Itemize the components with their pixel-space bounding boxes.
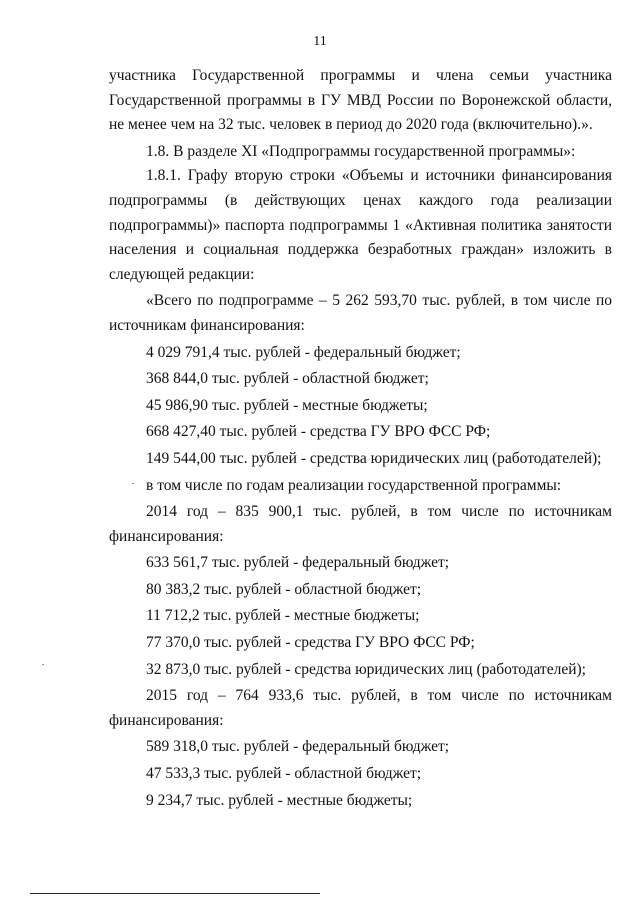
- scan-speck: [132, 483, 134, 484]
- line-2014-fss: 77 370,0 тыс. рублей - средства ГУ ВРО ФСС РФ;: [146, 634, 475, 652]
- footer-rule: [30, 893, 320, 894]
- total-local-line: 45 986,90 тыс. рублей - местные бюджеты;: [146, 396, 428, 414]
- line-2014-employers: 32 873,0 тыс. рублей - средства юридических лиц (работодателей);: [146, 660, 586, 678]
- paragraph-1-8-1: 1.8.1. Графу вторую строки «Объемы и источники финансирования подпрограммы (в действующих ценах каждого года реализации подпрограммы)» паспорта подпрограммы 1 «Активная политика занятости населения и социальная поддержка безработных граждан» изложить в следующей редакции:: [109, 167, 612, 283]
- total-fss-line: 668 427,40 тыс. рублей - средства ГУ ВРО ФСС РФ;: [146, 423, 491, 441]
- line-2014-local: 11 712,2 тыс. рублей - местные бюджеты;: [146, 607, 420, 625]
- line-2014-federal: 633 561,7 тыс. рублей - федеральный бюджет;: [146, 554, 450, 572]
- line-2015-regional: 47 533,3 тыс. рублей - областной бюджет;: [146, 765, 422, 783]
- total-employers-line: 149 544,00 тыс. рублей - средства юридических лиц (работодателей);: [146, 449, 602, 467]
- paragraph-total: «Всего по подпрограмме – 5 262 593,70 тыс. рублей, в том числе по источникам финансирования:: [109, 292, 612, 334]
- document-body: [109, 64, 612, 813]
- by-years-line: в том числе по годам реализации государственной программы:: [146, 476, 562, 494]
- paragraph-2015: 2015 год – 764 933,6 тыс. рублей, в том числе по источникам финансирования:: [109, 687, 612, 729]
- line-2015-local: 9 234,7 тыс. рублей - местные бюджеты;: [146, 791, 413, 809]
- total-federal-line: 4 029 791,4 тыс. рублей - федеральный бюджет;: [146, 343, 461, 361]
- page-number: 11: [313, 34, 327, 49]
- total-regional-line: 368 844,0 тыс. рублей - областной бюджет;: [146, 370, 429, 388]
- line-2015-federal: 589 318,0 тыс. рублей - федеральный бюджет;: [146, 738, 450, 756]
- line-2014-regional: 80 383,2 тыс. рублей - областной бюджет;: [146, 580, 422, 598]
- paragraph-continuation: участника Государственной программы и члена семьи участника Государственной программы в ГУ МВД России по Воронежской области, не менее чем на 32 тыс. человек в период до 2020 года (включительно).».: [109, 67, 612, 134]
- paragraph-2014: 2014 год – 835 900,1 тыс. рублей, в том числе по источникам финансирования:: [109, 503, 612, 545]
- scan-speck: [42, 664, 44, 665]
- paragraph-1-8: 1.8. В разделе XI «Подпрограммы государственной программы»:: [146, 142, 576, 160]
